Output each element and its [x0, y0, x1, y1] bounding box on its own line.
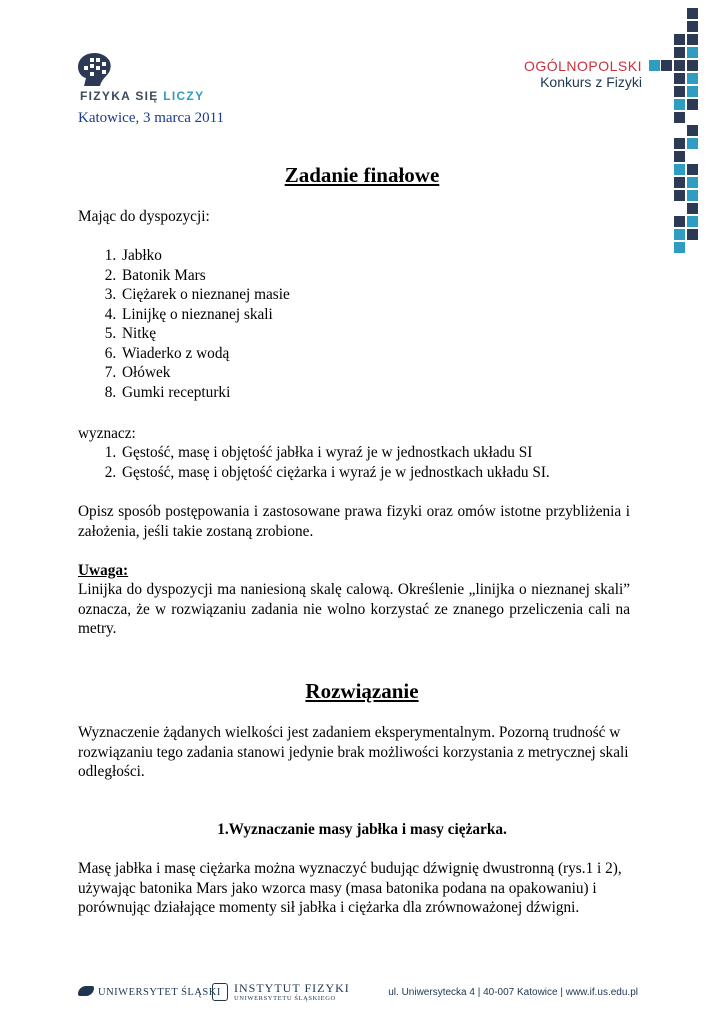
list-item: 7. Ołówek	[120, 363, 290, 383]
head-profile-icon	[76, 52, 116, 88]
list-item: 4. Linijkę o nieznanej skali	[120, 305, 290, 325]
logo-wordmark: FIZYKA SIĘ LICZY	[80, 89, 205, 103]
university-emblem-icon	[78, 986, 94, 996]
list-item: 8. Gumki recepturki	[120, 383, 290, 403]
institute-emblem-icon	[212, 983, 228, 1001]
list-item: 1. Gęstość, masę i objętość jabłka i wyraź je w jednostkach układu SI	[120, 443, 550, 463]
logo-fizyka-sie-liczy	[76, 52, 211, 108]
institute-name: INSTYTUT FIZYKI	[234, 981, 350, 995]
contest-line2: Konkurs z Fizyki	[540, 74, 642, 90]
task-intro: Mając do dyspozycji:	[78, 208, 210, 225]
university-logo: UNIWERSYTET ŚLĄSKI	[78, 986, 221, 998]
list-item: 1. Jabłko	[120, 246, 290, 266]
footer	[78, 982, 638, 1006]
section1-title: 1.Wyznaczanie masy jabłka i masy ciężarka.	[217, 821, 507, 838]
institute-logo	[212, 982, 350, 1003]
equipment-list	[78, 246, 290, 402]
pixel-squares-icon	[649, 8, 699, 253]
task-title: Zadanie finałowe	[284, 163, 440, 187]
note-paragraph: Linijka do dyspozycji ma naniesioną skalę calową. Określenie „linijka o nieznanej skali” oznacza, że w rozwiązaniu zadania nie wolno korzystać ze znanego przeliczenia cali na metry.	[78, 581, 630, 637]
determine-label: wyznacz:	[78, 425, 136, 442]
solution-intro: Wyznaczenie żądanych wielkości jest zadaniem eksperymentalnym. Pozorną trudność w rozwiązaniu tego zadania stanowi jedynie brak możliwości korzystania z metrycznej skali odległości.	[78, 724, 629, 780]
determine-list	[78, 443, 550, 482]
solution-title: Rozwiązanie	[305, 679, 419, 703]
contest-line1: OGÓLNOPOLSKI	[523, 58, 642, 74]
document-date: Katowice, 3 marca 2011	[78, 110, 225, 126]
footer-address: ul. Uniwersytecka 4 | 40-007 Katowice | www.if.us.edu.pl	[388, 987, 638, 998]
institute-subname: UNIWERSYTETU ŚLĄSKIEGO	[234, 995, 336, 1002]
contest-title	[524, 58, 642, 91]
list-item: 2. Gęstość, masę i objętość ciężarka i wyraź je w jednostkach układu SI.	[120, 463, 550, 483]
list-item: 2. Batonik Mars	[120, 266, 290, 286]
list-item: 5. Nitkę	[120, 324, 290, 344]
section1-paragraph: Masę jabłka i masę ciężarka można wyznaczyć budując dźwignię dwustronną (rys.1 i 2), używając batonika Mars jako wzorca masy (masa batonika podana na opakowaniu) i porównując działające momenty sił jabłka i ciężarka dla zrównoważonej dźwigni.	[78, 860, 622, 916]
list-item: 6. Wiaderko z wodą	[120, 344, 290, 364]
describe-paragraph: Opisz sposób postępowania i zastosowane prawa fizyki oraz omów istotne przybliżenia i założenia, jeśli takie zostaną zrobione.	[78, 503, 630, 540]
list-item: 3. Ciężarek o nieznanej masie	[120, 285, 290, 305]
note-label: Uwaga:	[78, 562, 129, 579]
